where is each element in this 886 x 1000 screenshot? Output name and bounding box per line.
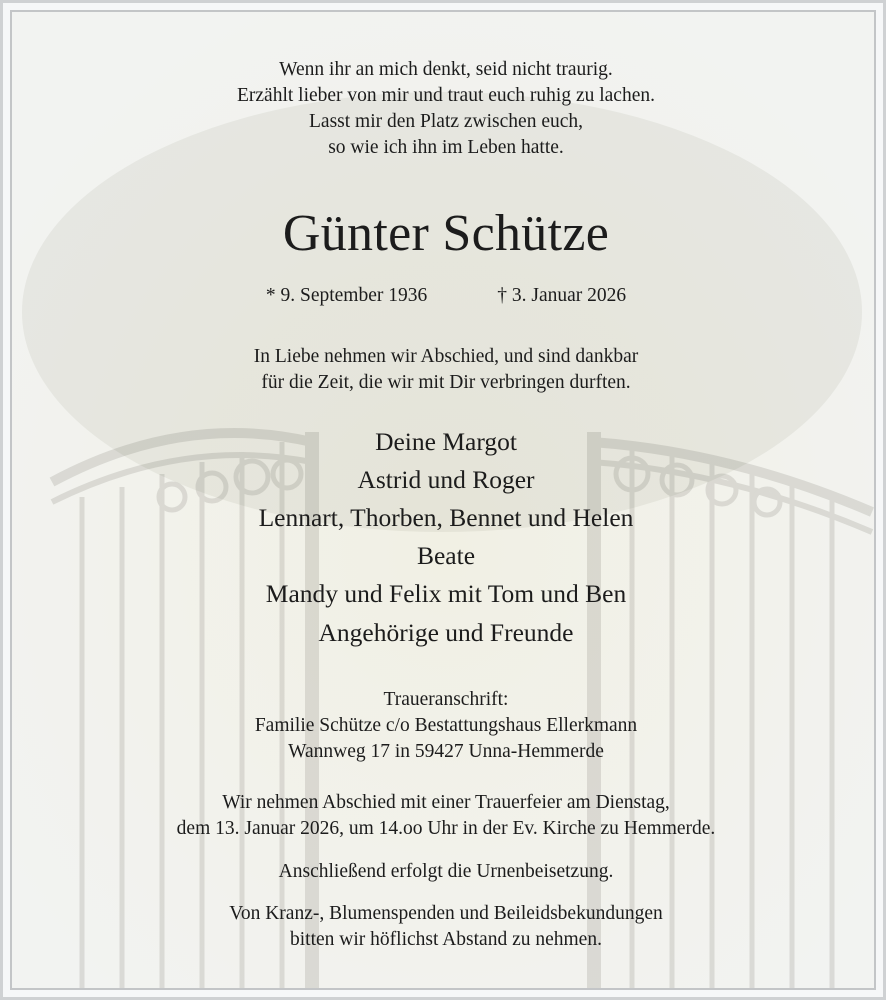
farewell-line: für die Zeit, die wir mit Dir verbringen durften.	[261, 372, 631, 393]
poem-line: Wenn ihr an mich denkt, seid nicht traurig.	[279, 59, 613, 80]
address-line: Wannweg 17 in 59427 Unna-Hemmerde	[288, 741, 604, 762]
service-line: Wir nehmen Abschied mit einer Trauerfeier am Dienstag,	[222, 792, 670, 813]
address-heading: Traueranschrift:	[383, 689, 509, 710]
poem-line: Erzählt lieber von mir und traut euch ruhig zu lachen.	[236, 85, 655, 106]
mourner-line: Angehörige und Freunde	[318, 618, 574, 647]
donations-line: Von Kranz-, Blumenspenden und Beileidsbekundungen	[229, 903, 663, 924]
mourner-line: Astrid und Roger	[357, 465, 535, 494]
mourner-line: Beate	[416, 541, 476, 570]
life-dates	[12, 285, 876, 307]
mourner-line: Lennart, Thorben, Bennet und Helen	[258, 503, 634, 532]
donations-line: bitten wir höflichst Abstand zu nehmen.	[290, 929, 602, 950]
farewell-line: In Liebe nehmen wir Abschied, und sind dankbar	[253, 346, 639, 367]
death-date: † 3. Januar 2026	[497, 285, 627, 306]
obituary-content	[12, 12, 876, 990]
deceased-name: Günter Schütze	[282, 205, 610, 262]
poem-line: Lasst mir den Platz zwischen euch,	[309, 111, 583, 132]
mourner-line: Deine Margot	[375, 427, 517, 456]
birth-date: * 9. September 1936	[265, 285, 428, 306]
outer-frame	[3, 3, 883, 997]
poem-line: so wie ich ihn im Leben hatte.	[328, 137, 564, 158]
obituary-notice	[10, 10, 876, 990]
address-line: Familie Schütze c/o Bestattungshaus Ellerkmann	[254, 715, 638, 736]
burial-note: Anschließend erfolgt die Urnenbeisetzung.	[278, 861, 614, 882]
service-line: dem 13. Januar 2026, um 14.oo Uhr in der Ev. Kirche zu Hemmerde.	[176, 818, 716, 839]
mourner-line: Mandy und Felix mit Tom und Ben	[265, 579, 627, 608]
